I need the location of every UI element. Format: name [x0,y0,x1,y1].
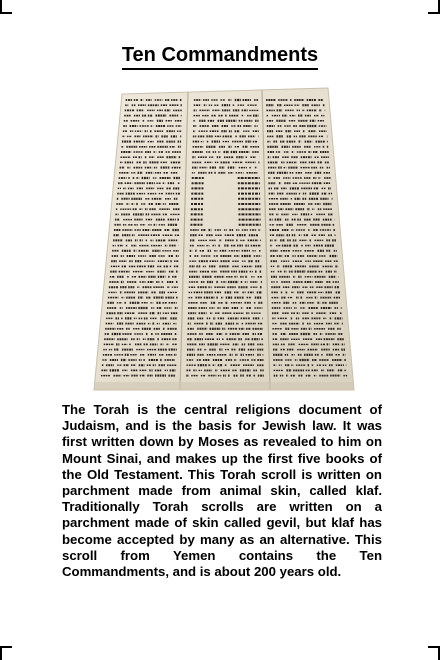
crop-mark-bottom-right [428,646,440,660]
torah-scroll-photo [92,86,358,392]
page-title [0,44,440,67]
crop-mark-top-right [428,0,440,14]
caption-text: The Torah is the central religions document of Judaism, and is the basis for Jewish law. It was first written down by Moses as revealed to him on Mount Sinai, and makes up the first five books of the Old Testament. This Torah scroll is written on parchment made from animal skin, called klaf. Traditionally Torah scrolls are written on a parchment made of skin called gevil, but klaf has become accepted by many as an alternative. This scroll from Yemen contains the Ten Commandments, and is about 200 years old. [62,402,382,580]
crop-mark-bottom-left [0,646,12,660]
crop-mark-top-left [0,0,12,14]
title-text: Ten Commandments [122,44,318,70]
